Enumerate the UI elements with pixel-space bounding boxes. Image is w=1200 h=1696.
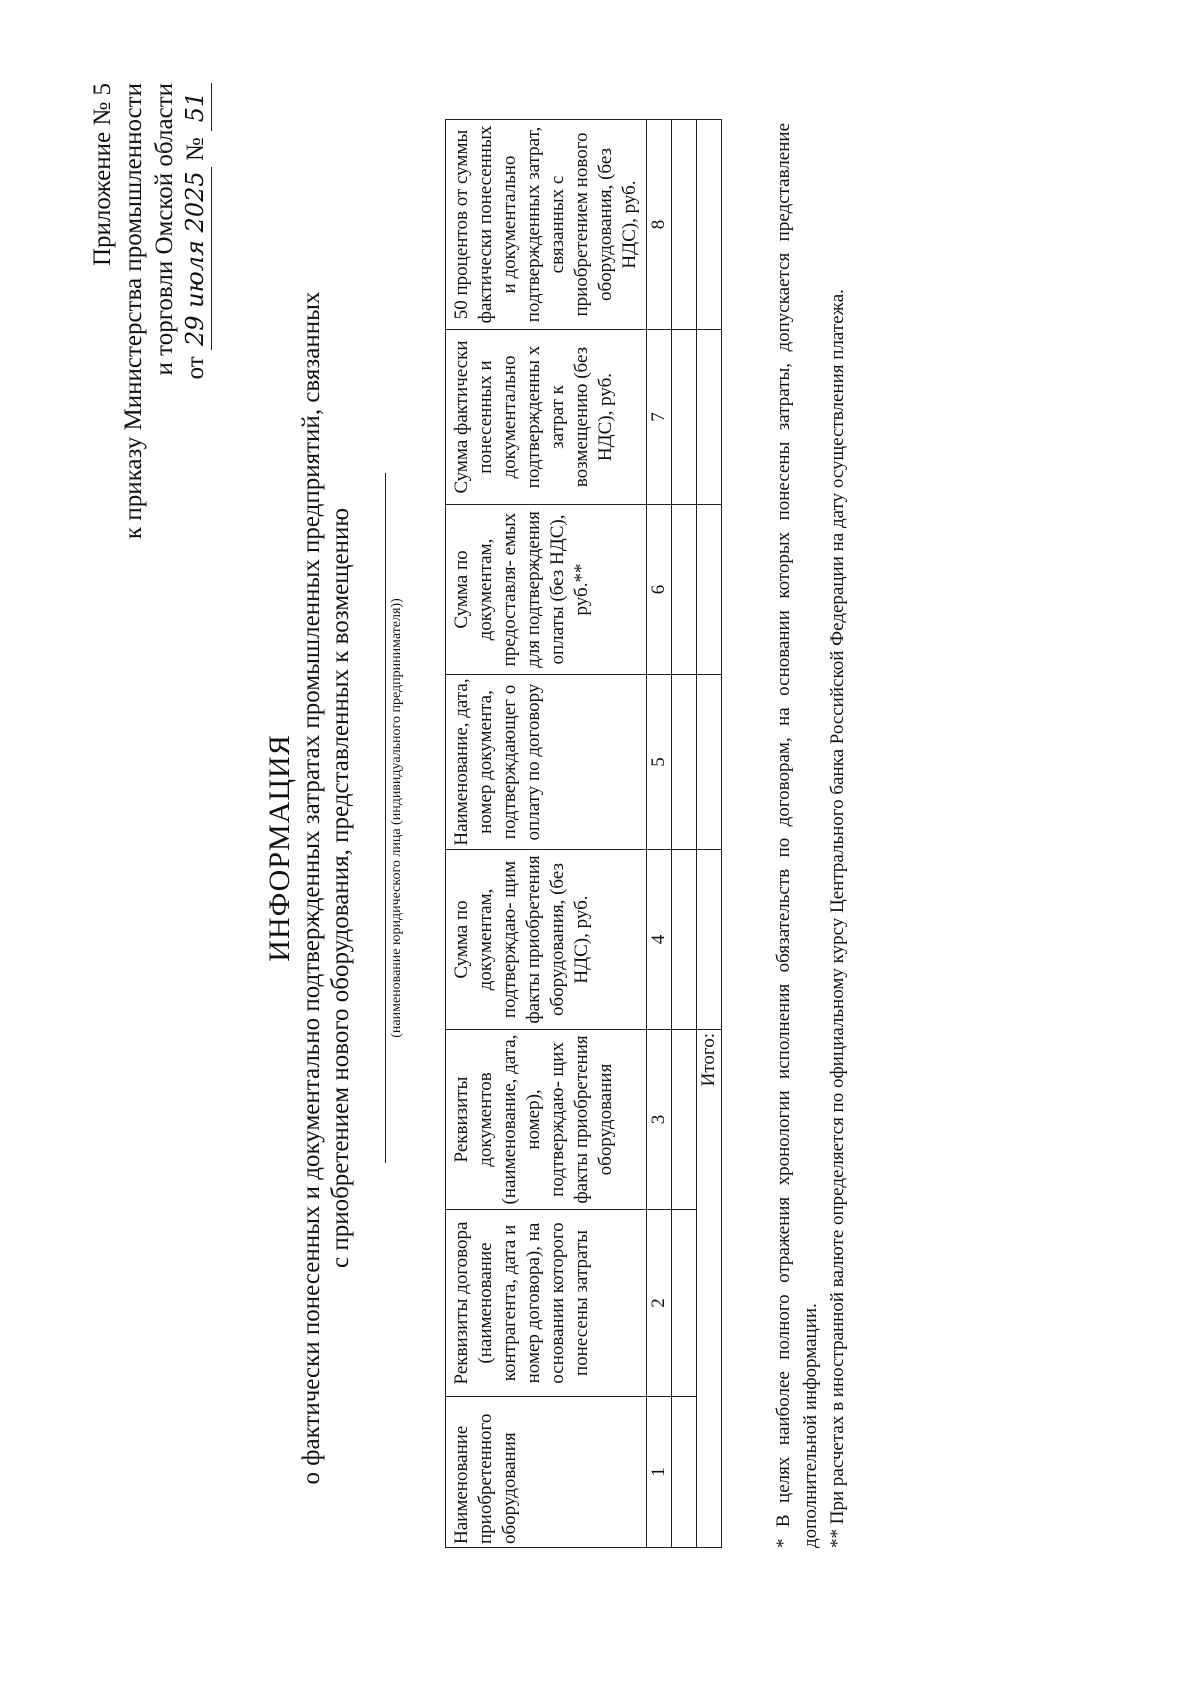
column-number: 7 xyxy=(647,330,672,505)
total-cell xyxy=(697,850,722,1030)
table-total-row xyxy=(697,120,722,1548)
organization-fill-line xyxy=(385,473,386,1163)
column-number: 5 xyxy=(647,675,672,850)
header-cell: Реквизиты документов (наименование, дата, номер), подтверждаю- щих факты приобретения оборудования xyxy=(446,1030,647,1210)
appendix-ministry: и торговли Омской области xyxy=(151,83,178,376)
empty-cell xyxy=(672,330,697,505)
total-cell xyxy=(697,330,722,505)
empty-cell xyxy=(672,675,697,850)
handwritten-date: 29 июля 2025 xyxy=(180,167,212,350)
column-number: 8 xyxy=(647,120,672,330)
appendix-order-ref: к приказу Министерства промышленности xyxy=(120,83,147,540)
header-cell: Наименование приобретенного оборудования xyxy=(446,1397,647,1548)
table-empty-row xyxy=(672,120,697,1548)
footnote-2: ** При расчетах в иностранной валюте определяется по официальному курсу Центрального банка Российской Федерации на дату осуществления платежа. xyxy=(827,289,848,1548)
document-subtitle: о фактически понесенных и документально подтвержденных затратах промышленных предприятий, связанных с приобретением нового оборудования, представленных к возмещению xyxy=(298,291,354,1485)
number-prefix: № xyxy=(182,137,209,162)
table-header-row xyxy=(446,120,647,1548)
empty-cell xyxy=(672,1210,697,1397)
total-label: Итого: xyxy=(697,1030,722,1548)
empty-cell xyxy=(672,1397,697,1548)
column-number: 3 xyxy=(647,1030,672,1210)
header-cell: Сумма по документам, предоставля- емых для подтверждения оплаты (без НДС), руб.** xyxy=(446,505,647,675)
total-cell xyxy=(697,505,722,675)
column-number: 2 xyxy=(647,1210,672,1397)
empty-cell xyxy=(672,120,697,330)
document-page xyxy=(25,28,1175,1668)
appendix-header xyxy=(87,83,212,539)
footnotes xyxy=(770,123,851,1548)
empty-cell xyxy=(672,1030,697,1210)
header-cell: Сумма по документам, подтверждаю- щим факты приобретения оборудования, (без НДС), руб. xyxy=(446,850,647,1030)
header-cell: Сумма фактически понесенных и документально подтвержденны х затрат к возмещению (без НДС), руб. xyxy=(446,330,647,505)
empty-cell xyxy=(672,505,697,675)
empty-cell xyxy=(672,850,697,1030)
appendix-number: Приложение № 5 xyxy=(89,83,116,267)
date-prefix: от xyxy=(182,356,209,380)
total-cell xyxy=(697,675,722,850)
handwritten-number: 51 xyxy=(180,83,212,131)
costs-table xyxy=(445,119,722,1548)
column-number: 1 xyxy=(647,1397,672,1548)
organization-caption: (наименование юридического лица (индивидуального предпринимателя)) xyxy=(389,598,404,1038)
header-cell: 50 процентов от суммы фактически понесенных и документально подтвержденных затрат, связанных с приобретением нового оборудования, (без НДС), руб. xyxy=(446,120,647,330)
table-number-row xyxy=(647,120,672,1548)
column-number: 4 xyxy=(647,850,672,1030)
document-title: ИНФОРМАЦИЯ xyxy=(263,734,296,962)
appendix-dateline xyxy=(180,83,212,379)
column-number: 6 xyxy=(647,505,672,675)
header-cell: Реквизиты договора (наименование контрагента, дата и номер договора), на основании которого понесены затраты xyxy=(446,1210,647,1397)
total-cell xyxy=(697,120,722,330)
footnote-1: * В целях наиболее полного отражения хронологии исполнения обязательств по договорам, на основании которых понесены затраты, допускается представление дополнительной информации. xyxy=(773,123,821,1548)
header-cell: Наименование, дата, номер документа, подтверждающег о оплату по договору xyxy=(446,675,647,850)
